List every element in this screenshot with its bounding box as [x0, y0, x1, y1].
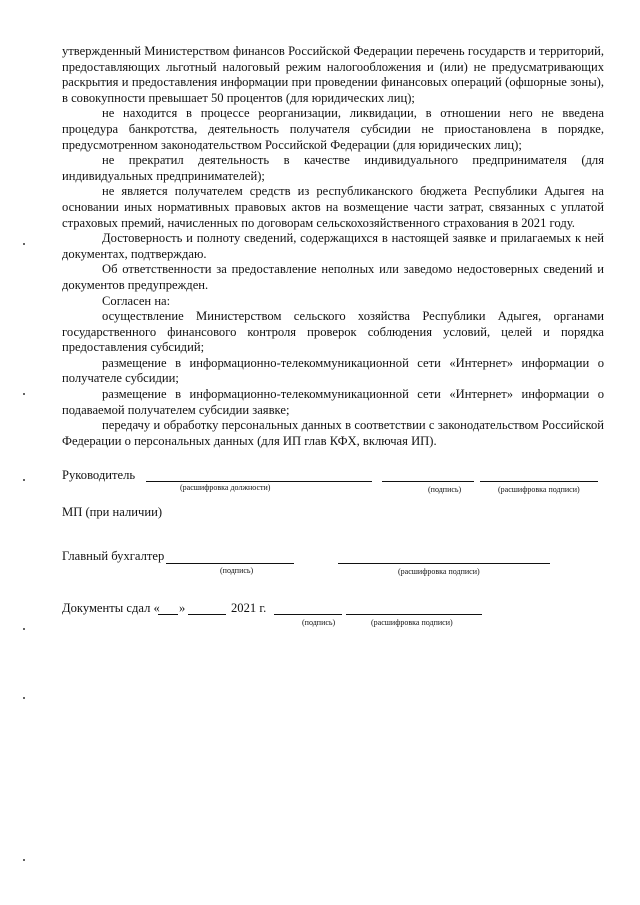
submitted-day-line [158, 614, 178, 615]
submitted-signature-caption: (подпись) [302, 618, 336, 627]
accountant-decoding-caption: (расшифровка подписи) [398, 567, 480, 576]
scan-speck [23, 243, 25, 245]
scan-speck [23, 628, 25, 630]
submitted-year: 2021 г. [231, 601, 267, 615]
paragraph: Об ответственности за предоставление неполных или заведомо недостоверных сведений и документов предупрежден. [62, 262, 604, 292]
submitted-decoding-caption: (расшифровка подписи) [371, 618, 453, 627]
head-position-line [146, 481, 372, 482]
scan-speck [23, 697, 25, 699]
submitted-month-line [188, 614, 226, 615]
paragraph: не является получателем средств из республиканского бюджета Республики Адыгея на основании иных нормативных правовых актов на возмещение части затрат, связанных с уплатой страховых премий, начисленных по договорам сельскохозяйственного страхования в 2021 году. [62, 184, 604, 230]
paragraph: размещение в информационно-телекоммуникационной сети «Интернет» информации о получателе субсидии; [62, 355, 604, 386]
head-signature-caption: (подпись) [428, 485, 462, 494]
accountant-decoding-line [338, 563, 550, 564]
paragraph: размещение в информационно-телекоммуникационной сети «Интернет» информации о подаваемой получателем субсидии заявке; [62, 387, 604, 417]
paragraph: утвержденный Министерством финансов Российской Федерации перечень государств и территорий, предоставляющих льготный налоговый режим налогообложения и (или) не предусматривающих раскрытия и предоставления информации при проведении финансовых операций (офшорные зоны), в совокупности превышает 50 процентов (для юридических лиц); [62, 44, 604, 105]
accountant-label: Главный бухгалтер [62, 549, 165, 563]
paragraph: осуществление Министерством сельского хозяйства Республики Адыгея, органами государственного финансового контроля проверок соблюдения условий, целей и порядка предоставления субсидий; [62, 309, 604, 355]
accountant-signature-caption: (подпись) [220, 566, 254, 575]
submitted-mid: » [179, 601, 186, 615]
head-label: Руководитель [62, 468, 136, 482]
head-decoding-line [480, 481, 598, 482]
scan-speck [23, 393, 25, 395]
submitted-prefix: Документы сдал « [62, 601, 160, 615]
scan-speck [23, 479, 25, 481]
accountant-signature-line [166, 563, 294, 564]
paragraph: не прекратил деятельность в качестве индивидуального предпринимателя (для индивидуальных предпринимателей); [62, 153, 604, 183]
submitted-decoding-line [346, 614, 482, 615]
head-position-caption: (расшифровка должности) [180, 483, 271, 492]
paragraph: передачу и обработку персональных данных в соответствии с законодательством Российской Федерации о персональных данных (для ИП глав КФХ, включая ИП). [62, 418, 604, 448]
submitted-signature-line [274, 614, 342, 615]
paragraph: Достоверность и полноту сведений, содержащихся в настоящей заявке и прилагаемых к ней документах, подтверждаю. [62, 231, 604, 261]
paragraph: Согласен на: [102, 293, 171, 308]
scan-speck [23, 859, 25, 861]
head-signature-line [382, 481, 474, 482]
document-body [62, 44, 604, 449]
head-decoding-caption: (расшифровка подписи) [498, 485, 580, 494]
stamp-label: МП (при наличии) [62, 505, 163, 519]
paragraph: не находится в процессе реорганизации, ликвидации, в отношении него не введена процедура банкротства, деятельность получателя субсидии не приостановлена в порядке, предусмотренном законодательством Российской Федерации (для юридических лиц); [62, 106, 604, 152]
